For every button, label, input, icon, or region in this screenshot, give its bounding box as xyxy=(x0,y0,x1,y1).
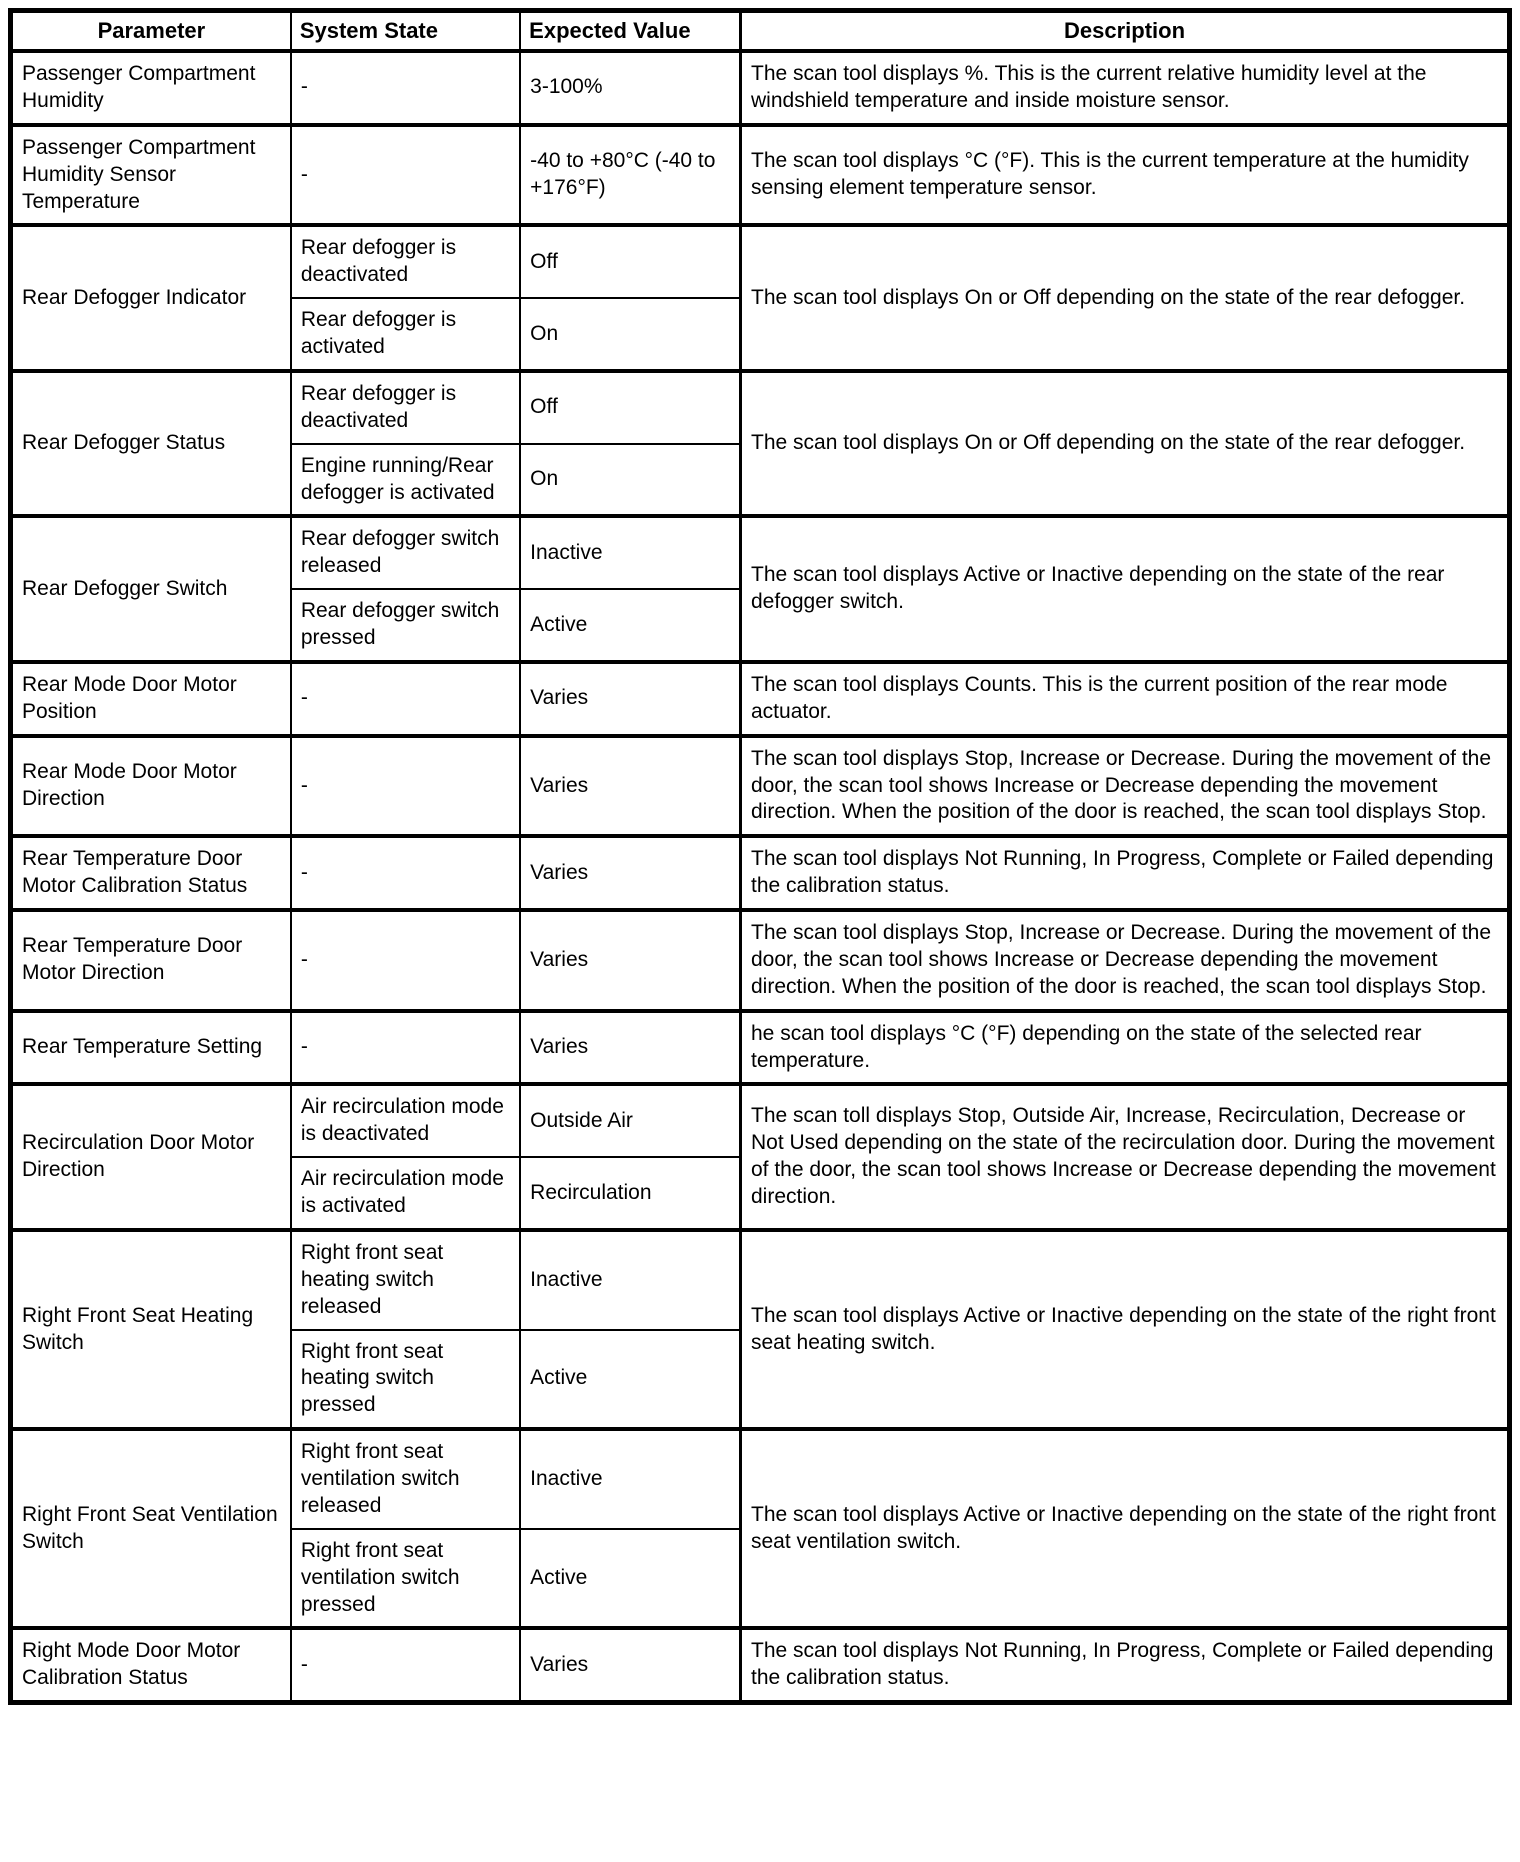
expected-value-cell: Active xyxy=(520,1330,740,1430)
expected-value-cell: Active xyxy=(520,589,740,662)
table-row xyxy=(11,736,1510,837)
system-state-cell: Right front seat heating switch pressed xyxy=(291,1330,520,1430)
description-cell: The scan tool displays Not Running, In Progress, Complete or Failed depending the calibration status. xyxy=(741,836,1510,910)
system-state-cell: - xyxy=(291,736,520,837)
parameter-cell: Passenger Compartment Humidity xyxy=(11,51,291,125)
description-cell: he scan tool displays °C (°F) depending on the state of the selected rear temperature. xyxy=(741,1011,1510,1085)
column-header-description: Description xyxy=(741,11,1510,52)
system-state-cell: - xyxy=(291,910,520,1011)
system-state-cell: Air recirculation mode is deactivated xyxy=(291,1084,520,1157)
system-state-cell: - xyxy=(291,125,520,226)
description-cell: The scan tool displays Stop, Increase or Decrease. During the movement of the door, the scan tool shows Increase or Decrease depending the movement direction. When the position of the door is reached, the scan tool displays Stop. xyxy=(741,736,1510,837)
system-state-cell: Rear defogger is deactivated xyxy=(291,225,520,298)
parameter-cell: Recirculation Door Motor Direction xyxy=(11,1084,291,1230)
expected-value-cell: Inactive xyxy=(520,516,740,589)
expected-value-cell: Varies xyxy=(520,736,740,837)
table-body xyxy=(11,51,1510,1703)
expected-value-cell: Recirculation xyxy=(520,1157,740,1230)
parameter-cell: Right Front Seat Heating Switch xyxy=(11,1230,291,1429)
system-state-cell: Engine running/Rear defogger is activated xyxy=(291,444,520,517)
parameter-cell: Rear Mode Door Motor Direction xyxy=(11,736,291,837)
table-row xyxy=(11,1429,1510,1529)
expected-value-cell: Active xyxy=(520,1529,740,1629)
system-state-cell: - xyxy=(291,51,520,125)
expected-value-cell: On xyxy=(520,298,740,371)
system-state-cell: - xyxy=(291,1628,520,1702)
description-cell: The scan tool displays Active or Inactive depending on the state of the rear defogger switch. xyxy=(741,516,1510,662)
description-cell: The scan tool displays Not Running, In Progress, Complete or Failed depending the calibration status. xyxy=(741,1628,1510,1702)
expected-value-cell: -40 to +80°C (-40 to +176°F) xyxy=(520,125,740,226)
table-row xyxy=(11,1011,1510,1085)
column-header-system-state: System State xyxy=(291,11,520,52)
table-row xyxy=(11,1084,1510,1157)
parameter-cell: Passenger Compartment Humidity Sensor Temperature xyxy=(11,125,291,226)
system-state-cell: Rear defogger switch pressed xyxy=(291,589,520,662)
expected-value-cell: Outside Air xyxy=(520,1084,740,1157)
expected-value-cell: Varies xyxy=(520,1011,740,1085)
table-row xyxy=(11,836,1510,910)
parameter-cell: Rear Defogger Switch xyxy=(11,516,291,662)
system-state-cell: Right front seat ventilation switch pressed xyxy=(291,1529,520,1629)
system-state-cell: Rear defogger switch released xyxy=(291,516,520,589)
description-cell: The scan tool displays %. This is the current relative humidity level at the windshield temperature and inside moisture sensor. xyxy=(741,51,1510,125)
expected-value-cell: Inactive xyxy=(520,1230,740,1330)
description-cell: The scan tool displays Active or Inactive depending on the state of the right front seat heating switch. xyxy=(741,1230,1510,1429)
parameter-cell: Rear Defogger Indicator xyxy=(11,225,291,371)
system-state-cell: Right front seat ventilation switch released xyxy=(291,1429,520,1529)
table-row xyxy=(11,371,1510,444)
system-state-cell: Air recirculation mode is activated xyxy=(291,1157,520,1230)
description-cell: The scan tool displays On or Off depending on the state of the rear defogger. xyxy=(741,371,1510,517)
table-header xyxy=(11,11,1510,52)
description-cell: The scan tool displays Counts. This is the current position of the rear mode actuator. xyxy=(741,662,1510,736)
system-state-cell: - xyxy=(291,662,520,736)
description-cell: The scan tool displays Active or Inactive depending on the state of the right front seat ventilation switch. xyxy=(741,1429,1510,1628)
expected-value-cell: Varies xyxy=(520,836,740,910)
expected-value-cell: Varies xyxy=(520,910,740,1011)
system-state-cell: Rear defogger is activated xyxy=(291,298,520,371)
table-row xyxy=(11,662,1510,736)
header-row xyxy=(11,11,1510,52)
parameter-cell: Rear Temperature Door Motor Direction xyxy=(11,910,291,1011)
parameter-cell: Rear Defogger Status xyxy=(11,371,291,517)
expected-value-cell: Off xyxy=(520,371,740,444)
expected-value-cell: Varies xyxy=(520,1628,740,1702)
column-header-parameter: Parameter xyxy=(11,11,291,52)
expected-value-cell: Inactive xyxy=(520,1429,740,1529)
description-cell: The scan toll displays Stop, Outside Air, Increase, Recirculation, Decrease or Not Used depending on the state of the recirculation door. During the movement of the door, the scan tool shows Increase or Decrease depending the movement direction. xyxy=(741,1084,1510,1230)
parameter-cell: Right Mode Door Motor Calibration Status xyxy=(11,1628,291,1702)
scan-tool-parameter-table xyxy=(8,8,1512,1705)
expected-value-cell: Varies xyxy=(520,662,740,736)
description-cell: The scan tool displays On or Off depending on the state of the rear defogger. xyxy=(741,225,1510,371)
table-row xyxy=(11,125,1510,226)
parameter-cell: Rear Temperature Setting xyxy=(11,1011,291,1085)
table-row xyxy=(11,1230,1510,1330)
table-row xyxy=(11,225,1510,298)
expected-value-cell: 3-100% xyxy=(520,51,740,125)
table-row xyxy=(11,516,1510,589)
table-row xyxy=(11,51,1510,125)
table-row xyxy=(11,910,1510,1011)
description-cell: The scan tool displays Stop, Increase or Decrease. During the movement of the door, the scan tool shows Increase or Decrease depending the movement direction. When the position of the door is reached, the scan tool displays Stop. xyxy=(741,910,1510,1011)
column-header-expected-value: Expected Value xyxy=(520,11,740,52)
parameter-cell: Rear Temperature Door Motor Calibration Status xyxy=(11,836,291,910)
system-state-cell: - xyxy=(291,836,520,910)
description-cell: The scan tool displays °C (°F). This is the current temperature at the humidity sensing element temperature sensor. xyxy=(741,125,1510,226)
parameter-cell: Rear Mode Door Motor Position xyxy=(11,662,291,736)
system-state-cell: Right front seat heating switch released xyxy=(291,1230,520,1330)
parameter-cell: Right Front Seat Ventilation Switch xyxy=(11,1429,291,1628)
system-state-cell: Rear defogger is deactivated xyxy=(291,371,520,444)
expected-value-cell: On xyxy=(520,444,740,517)
table-row xyxy=(11,1628,1510,1702)
expected-value-cell: Off xyxy=(520,225,740,298)
system-state-cell: - xyxy=(291,1011,520,1085)
